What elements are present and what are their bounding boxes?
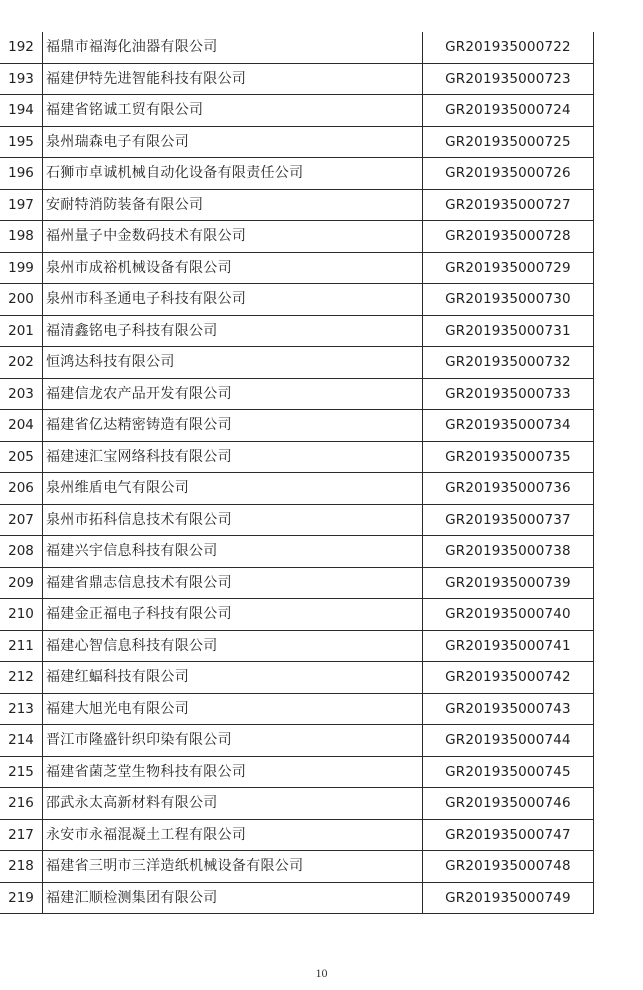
certificate-number: GR201935000744 — [423, 725, 594, 757]
certificate-number: GR201935000733 — [423, 378, 594, 410]
certificate-number: GR201935000743 — [423, 693, 594, 725]
table-row — [0, 126, 594, 158]
certificate-number: GR201935000745 — [423, 756, 594, 788]
table-row — [0, 410, 594, 442]
table-row — [0, 851, 594, 883]
company-name: 福州量子中金数码技术有限公司 — [43, 221, 423, 253]
row-number: 212 — [0, 662, 43, 694]
certificate-number: GR201935000731 — [423, 315, 594, 347]
table-row — [0, 378, 594, 410]
row-number: 198 — [0, 221, 43, 253]
company-name: 恒鸿达科技有限公司 — [43, 347, 423, 379]
company-name: 福建金正福电子科技有限公司 — [43, 599, 423, 631]
company-table — [0, 32, 594, 914]
row-number: 209 — [0, 567, 43, 599]
row-number: 200 — [0, 284, 43, 316]
table-row — [0, 252, 594, 284]
page-number: 10 — [315, 966, 328, 980]
row-number: 215 — [0, 756, 43, 788]
company-name: 福建大旭光电有限公司 — [43, 693, 423, 725]
certificate-number: GR201935000735 — [423, 441, 594, 473]
row-number: 206 — [0, 473, 43, 505]
company-name: 永安市永福混凝土工程有限公司 — [43, 819, 423, 851]
table-row — [0, 315, 594, 347]
certificate-number: GR201935000728 — [423, 221, 594, 253]
table-row — [0, 882, 594, 914]
row-number: 214 — [0, 725, 43, 757]
table-row — [0, 567, 594, 599]
certificate-number: GR201935000737 — [423, 504, 594, 536]
table-row — [0, 756, 594, 788]
company-name: 福建省三明市三洋造纸机械设备有限公司 — [43, 851, 423, 883]
company-name: 泉州维盾电气有限公司 — [43, 473, 423, 505]
row-number: 193 — [0, 63, 43, 95]
company-name: 福建红蝠科技有限公司 — [43, 662, 423, 694]
row-number: 202 — [0, 347, 43, 379]
table-row — [0, 158, 594, 190]
company-name: 福建信龙农产品开发有限公司 — [43, 378, 423, 410]
certificate-number: GR201935000734 — [423, 410, 594, 442]
certificate-number: GR201935000749 — [423, 882, 594, 914]
certificate-number: GR201935000740 — [423, 599, 594, 631]
certificate-number: GR201935000722 — [423, 32, 594, 63]
company-name: 泉州市拓科信息技术有限公司 — [43, 504, 423, 536]
row-number: 194 — [0, 95, 43, 127]
row-number: 205 — [0, 441, 43, 473]
certificate-number: GR201935000732 — [423, 347, 594, 379]
table-row — [0, 221, 594, 253]
certificate-number: GR201935000747 — [423, 819, 594, 851]
company-name: 福建汇顺检测集团有限公司 — [43, 882, 423, 914]
company-name: 石狮市卓诚机械自动化设备有限责任公司 — [43, 158, 423, 190]
certificate-number: GR201935000729 — [423, 252, 594, 284]
certificate-number: GR201935000748 — [423, 851, 594, 883]
company-name: 福建省亿达精密铸造有限公司 — [43, 410, 423, 442]
company-name: 福建省铭诚工贸有限公司 — [43, 95, 423, 127]
certificate-number: GR201935000738 — [423, 536, 594, 568]
table-row — [0, 189, 594, 221]
company-name: 福建省鼎志信息技术有限公司 — [43, 567, 423, 599]
company-name: 福建兴宇信息科技有限公司 — [43, 536, 423, 568]
table-row — [0, 347, 594, 379]
row-number: 192 — [0, 32, 43, 63]
certificate-number: GR201935000739 — [423, 567, 594, 599]
row-number: 217 — [0, 819, 43, 851]
company-name: 福清鑫铭电子科技有限公司 — [43, 315, 423, 347]
table-row — [0, 473, 594, 505]
table-row — [0, 693, 594, 725]
certificate-number: GR201935000730 — [423, 284, 594, 316]
certificate-number: GR201935000723 — [423, 63, 594, 95]
certificate-number: GR201935000726 — [423, 158, 594, 190]
company-name: 福建伊特先进智能科技有限公司 — [43, 63, 423, 95]
row-number: 208 — [0, 536, 43, 568]
row-number: 219 — [0, 882, 43, 914]
company-name: 泉州市科圣通电子科技有限公司 — [43, 284, 423, 316]
table-row — [0, 504, 594, 536]
row-number: 211 — [0, 630, 43, 662]
row-number: 196 — [0, 158, 43, 190]
company-name: 福建速汇宝网络科技有限公司 — [43, 441, 423, 473]
table-row — [0, 63, 594, 95]
table-row — [0, 32, 594, 63]
company-name: 泉州市成裕机械设备有限公司 — [43, 252, 423, 284]
table-row — [0, 662, 594, 694]
row-number: 197 — [0, 189, 43, 221]
row-number: 216 — [0, 788, 43, 820]
row-number: 203 — [0, 378, 43, 410]
certificate-number: GR201935000725 — [423, 126, 594, 158]
row-number: 195 — [0, 126, 43, 158]
table-row — [0, 630, 594, 662]
certificate-number: GR201935000727 — [423, 189, 594, 221]
company-name: 福建心智信息科技有限公司 — [43, 630, 423, 662]
table-row — [0, 284, 594, 316]
company-table-body — [0, 32, 594, 914]
certificate-number: GR201935000724 — [423, 95, 594, 127]
company-name: 福建省菌芝堂生物科技有限公司 — [43, 756, 423, 788]
table-row — [0, 536, 594, 568]
certificate-number: GR201935000736 — [423, 473, 594, 505]
row-number: 204 — [0, 410, 43, 442]
table-row — [0, 95, 594, 127]
row-number: 207 — [0, 504, 43, 536]
table-row — [0, 788, 594, 820]
table-row — [0, 441, 594, 473]
certificate-number: GR201935000746 — [423, 788, 594, 820]
company-name: 安耐特消防装备有限公司 — [43, 189, 423, 221]
table-row — [0, 819, 594, 851]
row-number: 210 — [0, 599, 43, 631]
company-name: 泉州瑞森电子有限公司 — [43, 126, 423, 158]
table-row — [0, 599, 594, 631]
certificate-number: GR201935000742 — [423, 662, 594, 694]
row-number: 218 — [0, 851, 43, 883]
certificate-number: GR201935000741 — [423, 630, 594, 662]
table-row — [0, 725, 594, 757]
row-number: 213 — [0, 693, 43, 725]
company-name: 晋江市隆盛针织印染有限公司 — [43, 725, 423, 757]
company-name: 邵武永太高新材料有限公司 — [43, 788, 423, 820]
row-number: 201 — [0, 315, 43, 347]
row-number: 199 — [0, 252, 43, 284]
company-name: 福鼎市福海化油器有限公司 — [43, 32, 423, 63]
